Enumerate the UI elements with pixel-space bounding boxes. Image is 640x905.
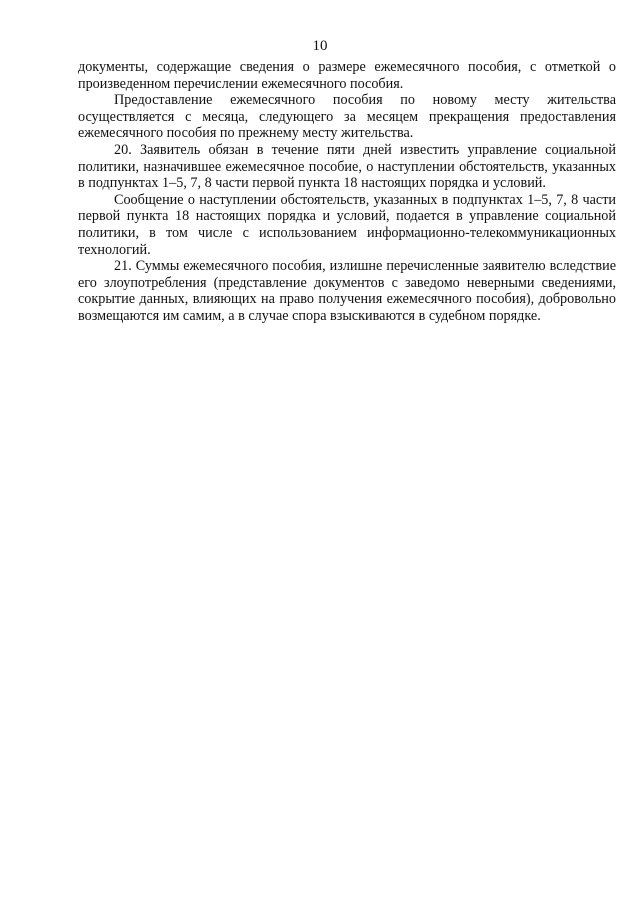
document-body	[78, 59, 616, 325]
paragraph-item-21: 21. Суммы ежемесячного пособия, излишне перечисленные заявителю вследствие его злоупотребления (представление документов с заведомо неверными сведениями, сокрытие данных, влияющих на право получения ежемесячного пособия), добровольно возмещаются им самим, а в случае спора взыскиваются в судебном порядке.	[78, 258, 616, 324]
page-number: 10	[312, 38, 328, 54]
paragraph-new-residence: Предоставление ежемесячного пособия по новому месту жительства осуществляется с месяца, следующего за месяцем прекращения предоставления ежемесячного пособия по прежнему месту жительства.	[78, 92, 616, 142]
paragraph-notification: Сообщение о наступлении обстоятельств, указанных в подпунктах 1–5, 7, 8 части первой пункта 18 настоящих порядка и условий, подается в управление социальной политики, в том числе с использованием информационно-телекоммуникационных технологий.	[78, 191, 616, 258]
paragraph-item-20: 20. Заявитель обязан в течение пяти дней известить управление социальной политики, назначившее ежемесячное пособие, о наступлении обстоятельств, указанных в подпунктах 1–5, 7, 8 части первой пункта 18 настоящих порядка и условий.	[78, 141, 616, 192]
paragraph-continuation: документы, содержащие сведения о размере ежемесячного пособия, с отметкой о произведенном перечислении ежемесячного пособия.	[78, 59, 616, 92]
